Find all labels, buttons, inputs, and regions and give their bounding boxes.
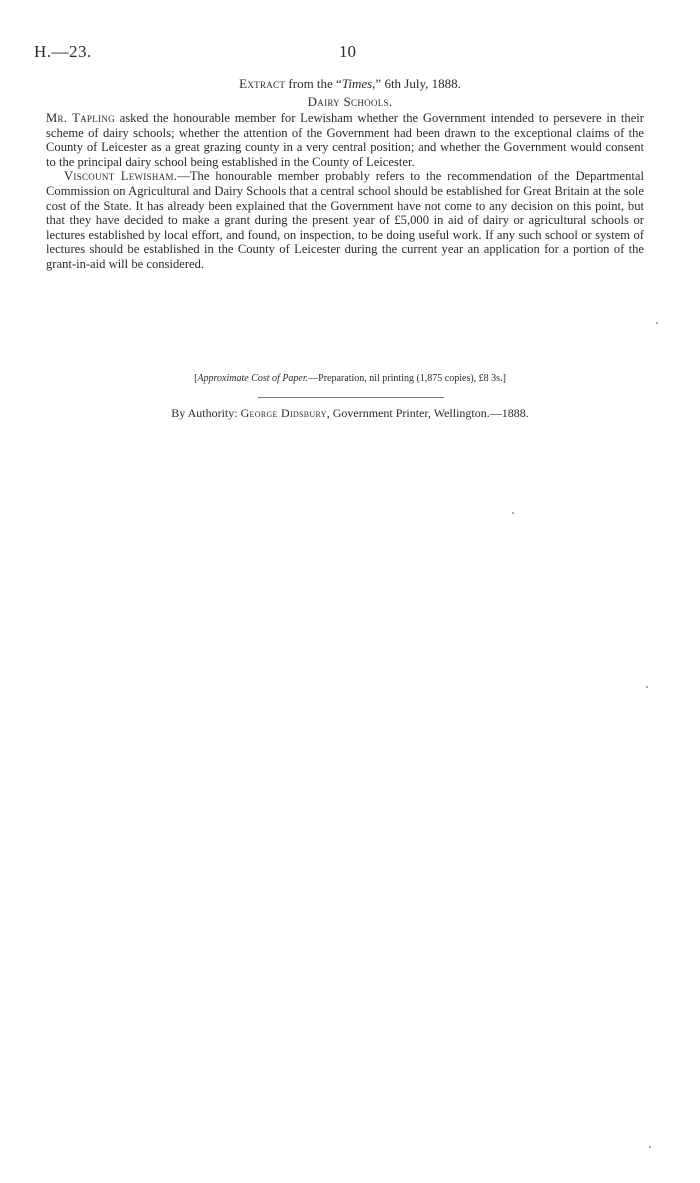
section-heading: Dairy Schools. (307, 94, 393, 109)
paper-speck (646, 686, 648, 688)
paper-speck (512, 512, 514, 514)
cost-label: Approximate Cost of Paper. (197, 373, 309, 384)
cost-open-bracket: [ (194, 373, 198, 384)
extract-word: Extract (239, 76, 286, 91)
extract-source: Times, (341, 76, 376, 91)
extract-date: ” 6th July, 1888. (375, 76, 461, 91)
printer-imprint (0, 406, 700, 421)
paragraph-answer (46, 169, 644, 271)
paragraph-text: asked the honourable member for Lewisham whether the Government intended to persevere in their scheme of dairy schools; whether the attention of the Government had been drawn to the exceptional claims of the County of Leicester as a great grazing county in a very central position; and whether the Government would consent to the principal dairy school being established in the County of Leicester. (46, 111, 644, 169)
cost-of-paper-note (0, 373, 700, 384)
speaker-name: Viscount Lewisham. (64, 169, 178, 184)
paragraph-text: —The honourable member probably refers to the recommendation of the Departmental Commission on Agricultural and Dairy Schools that a central school should be established for Great Britain at the sole cost of the State. It has already been explained that the Government have not come to any decision on this point, but that they have decided to make a grant during the present year of £5,000 in aid of dairy or agricultural schools or lectures established by local effort, and found, on inspection, to be doing useful work. If any such school or system of lectures should be established in the County of Leicester during the current year an application for a portion of the grant-in-aid will be considered. (46, 169, 644, 271)
extract-from-text: from the “ (285, 76, 342, 91)
imprint-suffix: , Government Printer, Wellington.—1888. (326, 406, 529, 420)
imprint-prefix: By Authority: (171, 406, 241, 420)
divider-rule (258, 397, 444, 398)
extract-title (0, 76, 700, 92)
page-number: 10 (339, 42, 356, 61)
paragraph-question (46, 111, 644, 169)
paper-reference: H.—23. (34, 42, 92, 61)
speaker-name: Mr. Tapling (46, 111, 115, 125)
paper-speck (649, 1146, 651, 1148)
paper-speck (656, 322, 658, 324)
cost-details: —Preparation, nil printing (1,875 copies), £8 3s.] (308, 373, 506, 384)
article-body (46, 111, 644, 272)
printer-name: George Didsbury (240, 406, 327, 420)
